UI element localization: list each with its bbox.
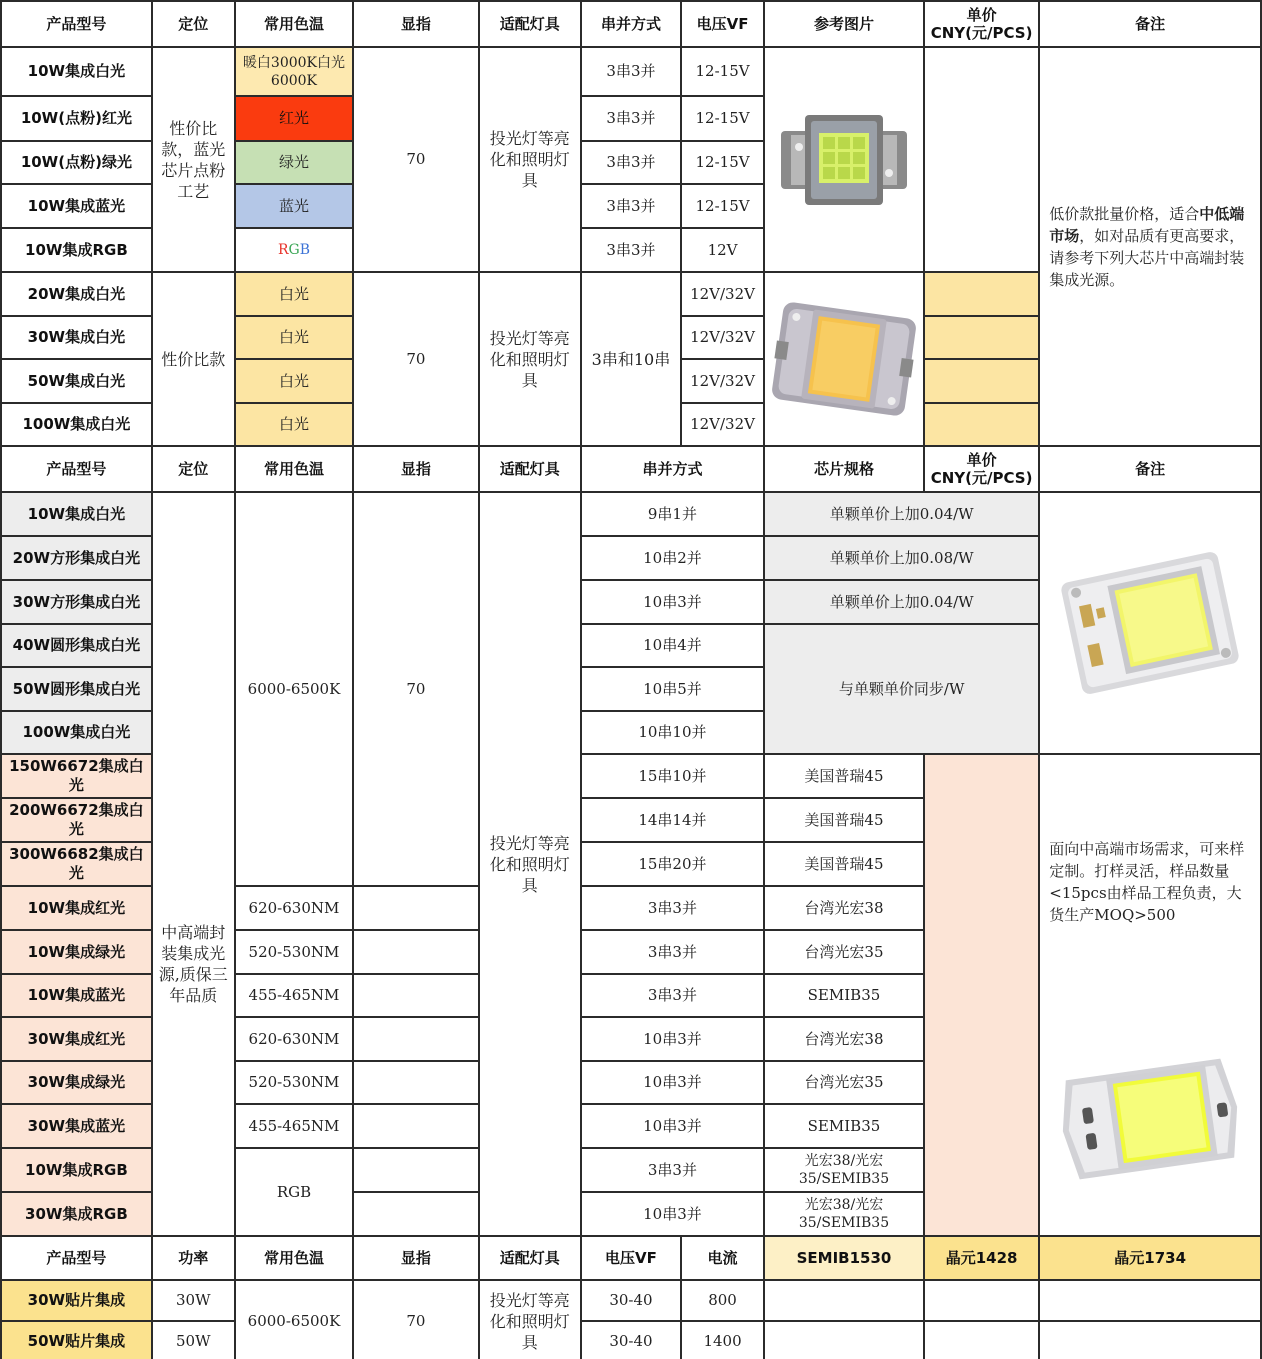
model-cell: 30W集成蓝光 bbox=[1, 1104, 152, 1148]
config-cell: 10串5并 bbox=[581, 667, 764, 711]
header-position: 定位 bbox=[152, 1, 235, 47]
vf-cell: 12-15V bbox=[681, 141, 764, 184]
config-cell: 10串10并 bbox=[581, 711, 764, 754]
model-cell: 20W集成白光 bbox=[1, 272, 152, 316]
fixture-cell: 投光灯等亮化和照明灯具 bbox=[479, 492, 581, 1236]
vf-cell: 30-40 bbox=[581, 1280, 681, 1321]
remark-cell: 面向中高端市场需求，可来样定制。打样灵活，样品数量<15pcs由样品工程负责，大货生产MOQ>500 bbox=[1039, 754, 1261, 1236]
model-cell: 40W圆形集成白光 bbox=[1, 624, 152, 667]
header-fixture: 适配灯具 bbox=[479, 446, 581, 492]
current-cell: 800 bbox=[681, 1280, 764, 1321]
header-chip-jingyuan1428: 晶元1428 bbox=[924, 1236, 1039, 1280]
cri-cell: 70 bbox=[353, 272, 478, 446]
fixture-cell: 投光灯等亮化和照明灯具 bbox=[479, 272, 581, 446]
config-cell: 3串3并 bbox=[581, 47, 681, 96]
chip-spec-cell: 单颗单价上加0.04/W bbox=[764, 492, 1039, 536]
model-cell: 50W集成白光 bbox=[1, 359, 152, 403]
price-semib1530-cell bbox=[764, 1280, 924, 1321]
color-temp-cell: 6000-6500K bbox=[235, 1280, 353, 1359]
color-temp-cell: 蓝光 bbox=[235, 184, 353, 228]
led-10w-chip-image bbox=[775, 101, 913, 219]
header-model: 产品型号 bbox=[1, 1, 152, 47]
price-cell bbox=[924, 359, 1039, 403]
color-temp-cell: 绿光 bbox=[235, 141, 353, 184]
model-cell: 10W集成RGB bbox=[1, 228, 152, 272]
fixture-cell: 投光灯等亮化和照明灯具 bbox=[479, 47, 581, 272]
vf-cell: 12V/32V bbox=[681, 359, 764, 403]
config-cell: 10串3并 bbox=[581, 1104, 764, 1148]
remark-highlight: 中低端市场 bbox=[1049, 204, 1245, 245]
price-jingyuan1428-cell bbox=[924, 1280, 1039, 1321]
cri-cell bbox=[353, 1061, 478, 1104]
model-cell: 10W集成RGB bbox=[1, 1148, 152, 1192]
chip-spec-cell: 单颗单价上加0.08/W bbox=[764, 536, 1039, 580]
config-cell: 3串3并 bbox=[581, 930, 764, 974]
header-price: 单价CNY(元/PCS) bbox=[924, 1, 1039, 47]
model-cell: 10W集成白光 bbox=[1, 492, 152, 536]
config-cell: 15串20并 bbox=[581, 842, 764, 886]
chip-spec-cell: SEMIB35 bbox=[764, 974, 924, 1017]
vf-cell: 12V/32V bbox=[681, 316, 764, 359]
header-row-2 bbox=[1, 446, 1261, 492]
power-cell: 50W bbox=[152, 1321, 235, 1359]
vf-cell: 12-15V bbox=[681, 47, 764, 96]
model-cell: 30W集成绿光 bbox=[1, 1061, 152, 1104]
chip-spec-cell: 台湾光宏38 bbox=[764, 1017, 924, 1061]
model-cell: 100W集成白光 bbox=[1, 711, 152, 754]
header-chip-jingyuan1734: 晶元1734 bbox=[1039, 1236, 1261, 1280]
model-cell: 300W6682集成白光 bbox=[1, 842, 152, 886]
header-current: 电流 bbox=[681, 1236, 764, 1280]
chip-spec-cell: 光宏38/光宏35/SEMIB35 bbox=[764, 1148, 924, 1192]
model-cell: 100W集成白光 bbox=[1, 403, 152, 446]
color-temp-cell: 白光 bbox=[235, 403, 353, 446]
vf-cell: 12V/32V bbox=[681, 403, 764, 446]
chip-spec-cell: 美国普瑞45 bbox=[764, 842, 924, 886]
model-cell: 30W贴片集成 bbox=[1, 1280, 152, 1321]
color-temp-cell: 520-530NM bbox=[235, 930, 353, 974]
header-remark: 备注 bbox=[1039, 446, 1261, 492]
cri-cell: 70 bbox=[353, 47, 478, 272]
price-cell bbox=[924, 316, 1039, 359]
color-temp-cell: 620-630NM bbox=[235, 886, 353, 930]
header-cri: 显指 bbox=[353, 1236, 478, 1280]
model-cell: 10W集成绿光 bbox=[1, 930, 152, 974]
remark-cell: 低价款批量价格，适合中低端市场，如对品质有更高要求，请参考下列大芯片中高端封装集成光源。 bbox=[1039, 47, 1261, 446]
chip-spec-cell: 台湾光宏35 bbox=[764, 1061, 924, 1104]
header-power: 功率 bbox=[152, 1236, 235, 1280]
cri-cell: 70 bbox=[353, 492, 478, 886]
model-cell: 10W(点粉)红光 bbox=[1, 96, 152, 141]
config-cell: 3串3并 bbox=[581, 228, 681, 272]
table-row bbox=[1, 492, 1261, 536]
chip-spec-cell: 美国普瑞45 bbox=[764, 754, 924, 798]
model-cell: 30W方形集成白光 bbox=[1, 580, 152, 624]
color-temp-cell: 白光 bbox=[235, 272, 353, 316]
table-row bbox=[1, 47, 1261, 96]
header-config: 串并方式 bbox=[581, 1, 681, 47]
position-cell: 中高端封装集成光源,质保三年品质 bbox=[152, 492, 235, 1236]
chip-spec-cell: 单颗单价上加0.04/W bbox=[764, 580, 1039, 624]
price-jingyuan1734-cell bbox=[1039, 1280, 1261, 1321]
table-row bbox=[1, 1321, 1261, 1359]
color-temp-cell: 455-465NM bbox=[235, 1104, 353, 1148]
config-cell: 3串3并 bbox=[581, 141, 681, 184]
fixture-cell: 投光灯等亮化和照明灯具 bbox=[479, 1280, 581, 1359]
chip-spec-cell: 美国普瑞45 bbox=[764, 798, 924, 842]
color-temp-cell: 暖白3000K白光6000K bbox=[235, 47, 353, 96]
price-cell bbox=[924, 272, 1039, 316]
model-cell: 150W6672集成白光 bbox=[1, 754, 152, 798]
header-remark: 备注 bbox=[1039, 1, 1261, 47]
header-price: 单价CNY(元/PCS) bbox=[924, 446, 1039, 492]
color-temp-cell: 白光 bbox=[235, 316, 353, 359]
cri-cell: 70 bbox=[353, 1280, 478, 1359]
price-jingyuan1734-cell bbox=[1039, 1321, 1261, 1359]
vf-cell: 12-15V bbox=[681, 184, 764, 228]
price-semib1530-cell bbox=[764, 1321, 924, 1359]
model-cell: 10W(点粉)绿光 bbox=[1, 141, 152, 184]
config-cell: 10串3并 bbox=[581, 1061, 764, 1104]
vf-cell: 12V bbox=[681, 228, 764, 272]
model-cell: 10W集成蓝光 bbox=[1, 184, 152, 228]
model-cell: 30W集成白光 bbox=[1, 316, 152, 359]
table-row bbox=[1, 1280, 1261, 1321]
cri-cell bbox=[353, 1104, 478, 1148]
price-cell bbox=[924, 47, 1039, 272]
header-cri: 显指 bbox=[353, 446, 478, 492]
config-cell: 3串3并 bbox=[581, 886, 764, 930]
header-config: 串并方式 bbox=[581, 446, 764, 492]
color-temp-cell: 6000-6500K bbox=[235, 492, 353, 886]
config-cell: 10串3并 bbox=[581, 1017, 764, 1061]
color-temp-cell: RGB bbox=[235, 1148, 353, 1236]
chip-spec-cell: 与单颗单价同步/W bbox=[764, 624, 1039, 754]
config-cell: 10串2并 bbox=[581, 536, 764, 580]
config-cell: 3串3并 bbox=[581, 184, 681, 228]
chip-spec-cell: SEMIB35 bbox=[764, 1104, 924, 1148]
cri-cell bbox=[353, 1148, 478, 1192]
header-row-3 bbox=[1, 1236, 1261, 1280]
config-cell: 10串3并 bbox=[581, 580, 764, 624]
config-cell: 3串3并 bbox=[581, 96, 681, 141]
header-position: 定位 bbox=[152, 446, 235, 492]
led-square-cob-image bbox=[1052, 548, 1248, 698]
reference-image-cell bbox=[764, 47, 924, 272]
color-temp-cell: 455-465NM bbox=[235, 974, 353, 1017]
model-cell: 50W贴片集成 bbox=[1, 1321, 152, 1359]
chip-spec-cell: 光宏38/光宏35/SEMIB35 bbox=[764, 1192, 924, 1236]
reference-image-cell bbox=[764, 272, 924, 446]
color-temp-cell: 520-530NM bbox=[235, 1061, 353, 1104]
header-vf: 电压VF bbox=[681, 1, 764, 47]
header-model: 产品型号 bbox=[1, 1236, 152, 1280]
led-large-cob-image bbox=[1052, 1049, 1248, 1189]
color-temp-cell: 红光 bbox=[235, 96, 353, 141]
header-model: 产品型号 bbox=[1, 446, 152, 492]
header-fixture: 适配灯具 bbox=[479, 1, 581, 47]
vf-cell: 30-40 bbox=[581, 1321, 681, 1359]
position-cell: 性价比款，蓝光芯片点粉工艺 bbox=[152, 47, 235, 272]
header-chip-spec: 芯片规格 bbox=[764, 446, 924, 492]
price-cell bbox=[924, 754, 1039, 1236]
header-cri: 显指 bbox=[353, 1, 478, 47]
config-cell: 10串4并 bbox=[581, 624, 764, 667]
model-cell: 30W集成红光 bbox=[1, 1017, 152, 1061]
config-cell: 9串1并 bbox=[581, 492, 764, 536]
model-cell: 200W6672集成白光 bbox=[1, 798, 152, 842]
config-cell: 3串3并 bbox=[581, 974, 764, 1017]
power-cell: 30W bbox=[152, 1280, 235, 1321]
header-vf: 电压VF bbox=[581, 1236, 681, 1280]
cri-cell bbox=[353, 886, 478, 930]
price-jingyuan1428-cell bbox=[924, 1321, 1039, 1359]
chip-spec-cell: 台湾光宏35 bbox=[764, 930, 924, 974]
color-temp-cell: 620-630NM bbox=[235, 1017, 353, 1061]
cri-cell bbox=[353, 930, 478, 974]
position-cell: 性价比款 bbox=[152, 272, 235, 446]
cri-cell bbox=[353, 1192, 478, 1236]
vf-cell: 12V/32V bbox=[681, 272, 764, 316]
config-cell: 3串和10串 bbox=[581, 272, 681, 446]
color-temp-cell: 白光 bbox=[235, 359, 353, 403]
config-cell: 14串14并 bbox=[581, 798, 764, 842]
price-cell bbox=[924, 403, 1039, 446]
config-cell: 3串3并 bbox=[581, 1148, 764, 1192]
config-cell: 15串10并 bbox=[581, 754, 764, 798]
vf-cell: 12-15V bbox=[681, 96, 764, 141]
header-chip-semib1530: SEMIB1530 bbox=[764, 1236, 924, 1280]
current-cell: 1400 bbox=[681, 1321, 764, 1359]
header-fixture: 适配灯具 bbox=[479, 1236, 581, 1280]
model-cell: 10W集成红光 bbox=[1, 886, 152, 930]
model-cell: 20W方形集成白光 bbox=[1, 536, 152, 580]
model-cell: 10W集成白光 bbox=[1, 47, 152, 96]
led-cob-chip-image bbox=[771, 292, 917, 426]
cri-cell bbox=[353, 1017, 478, 1061]
header-color-temp: 常用色温 bbox=[235, 1236, 353, 1280]
chip-spec-cell: 台湾光宏38 bbox=[764, 886, 924, 930]
model-cell: 50W圆形集成白光 bbox=[1, 667, 152, 711]
color-temp-cell: RGB bbox=[235, 228, 353, 272]
reference-image-cell bbox=[1039, 492, 1261, 754]
model-cell: 30W集成RGB bbox=[1, 1192, 152, 1236]
header-reference-image: 参考图片 bbox=[764, 1, 924, 47]
config-cell: 10串3并 bbox=[581, 1192, 764, 1236]
model-cell: 10W集成蓝光 bbox=[1, 974, 152, 1017]
header-color-temp: 常用色温 bbox=[235, 446, 353, 492]
header-row-1 bbox=[1, 1, 1261, 47]
cri-cell bbox=[353, 974, 478, 1017]
header-color-temp: 常用色温 bbox=[235, 1, 353, 47]
